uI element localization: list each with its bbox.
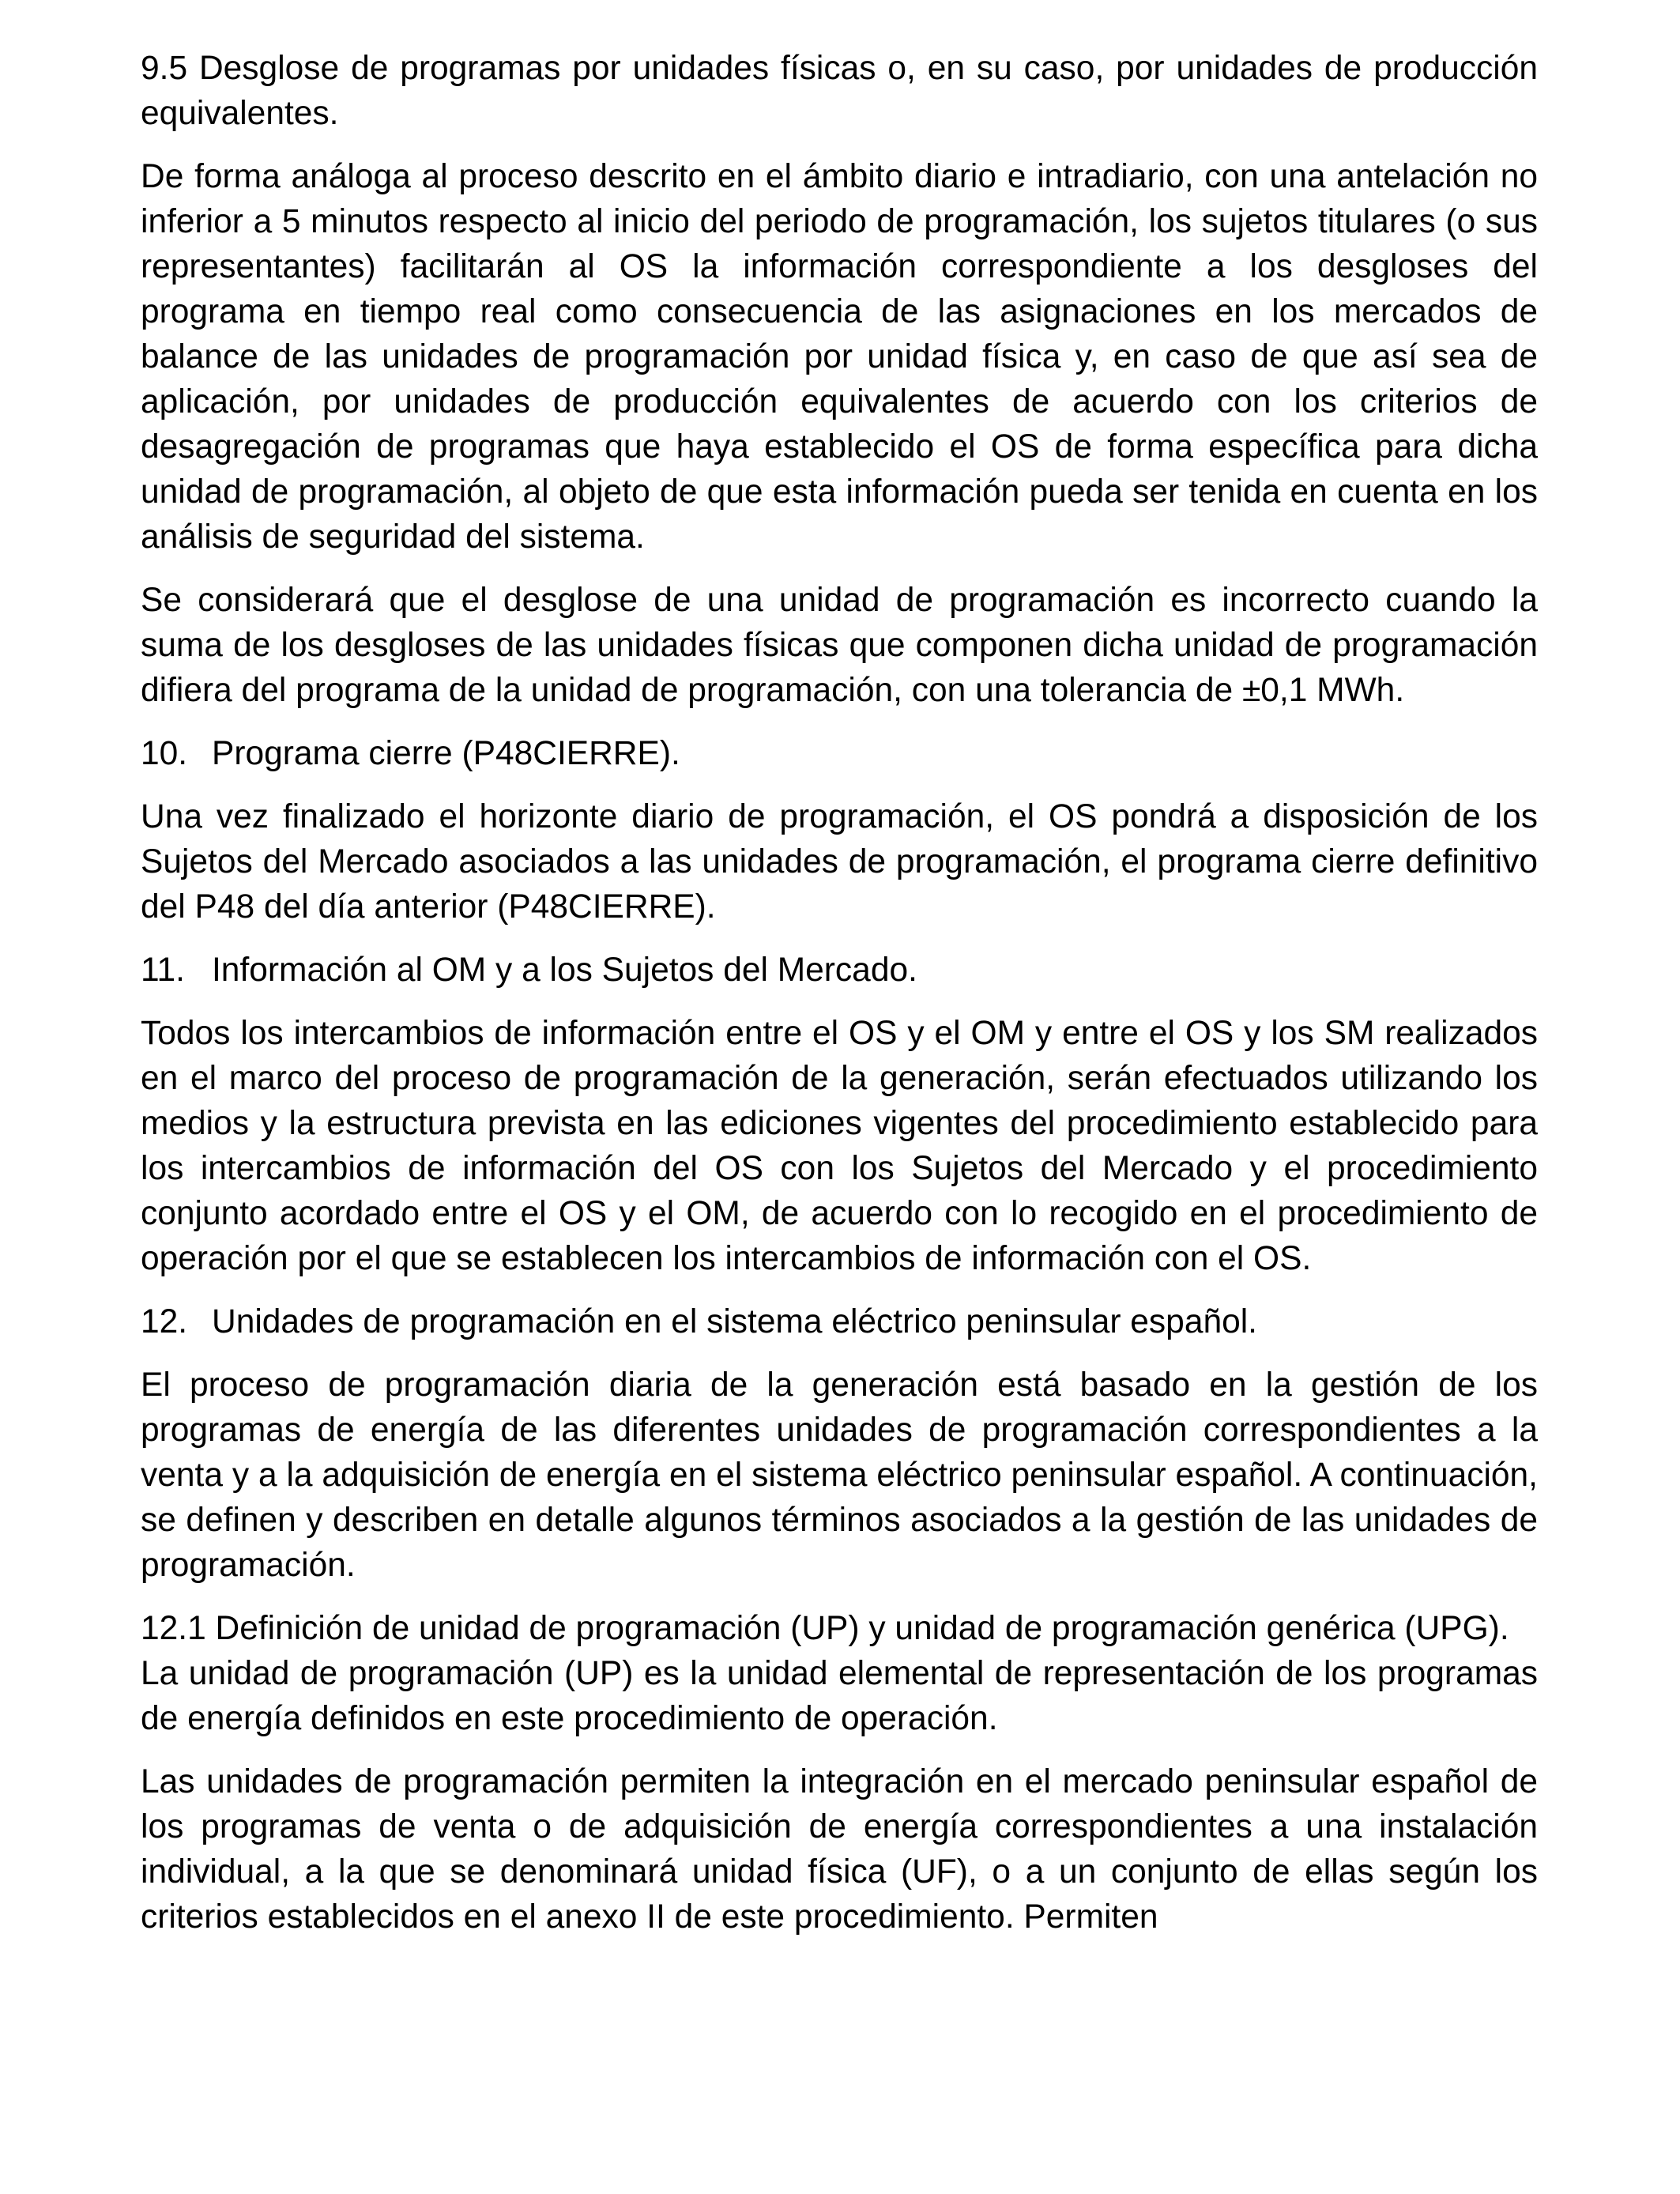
section-9-5-paragraph-2: Se considerará que el desglose de una unidad de programación es incorrecto cuando la suma de los desgloses de las unidades físicas que componen dicha unidad de programación difiera del programa de la unidad de programación, con una tolerancia de ±0,1 MWh. <box>141 582 1538 709</box>
section-10-title: Programa cierre (P48CIERRE). <box>212 735 680 772</box>
section-12-number: 12. <box>141 1303 188 1340</box>
section-12-title: Unidades de programación en el sistema eléctrico peninsular español. <box>212 1303 1257 1340</box>
section-12-1-heading: 12.1 Definición de unidad de programación (UP) y unidad de programación genérica (UPG). <box>141 1610 1509 1647</box>
section-12-heading <box>141 1299 1538 1344</box>
section-10-heading <box>141 731 1538 776</box>
section-12-paragraph-1: El proceso de programación diaria de la generación está basado en la gestión de los programas de energía de las diferentes unidades de programación correspondientes a la venta y a la adquisición de energía en el sistema eléctrico peninsular español. A continuación, se definen y describen en detalle algunos términos asociados a la gestión de las unidades de programación. <box>141 1367 1538 1584</box>
section-11-heading <box>141 948 1538 993</box>
section-11-paragraph-1: Todos los intercambios de información entre el OS y el OM y entre el OS y los SM realizados en el marco del proceso de programación de la generación, serán efectuados utilizando los medios y la estructura prevista en las ediciones vigentes del procedimiento establecido para los intercambios de información del OS con los Sujetos del Mercado y el procedimiento conjunto acordado entre el OS y el OM, de acuerdo con lo recogido en el procedimiento de operación por el que se establecen los intercambios de información con el OS. <box>141 1015 1538 1277</box>
section-12-1-paragraph-1: La unidad de programación (UP) es la unidad elemental de representación de los programas de energía definidos en este procedimiento de operación. <box>141 1655 1538 1737</box>
section-10-number: 10. <box>141 735 188 772</box>
section-10-paragraph-1: Una vez finalizado el horizonte diario de programación, el OS pondrá a disposición de los Sujetos del Mercado asociados a las unidades de programación, el programa cierre definitivo del P48 del día anterior (P48CIERRE). <box>141 798 1538 925</box>
section-9-5-paragraph-1: De forma análoga al proceso descrito en el ámbito diario e intradiario, con una antelación no inferior a 5 minutos respecto al inicio del periodo de programación, los sujetos titulares (o sus representantes) facilitarán al OS la información correspondiente a los desgloses del programa en tiempo real como consecuencia de las asignaciones en los mercados de balance de las unidades de programación por unidad física y, en caso de que así sea de aplicación, por unidades de producción equivalentes de acuerdo con los criterios de desagregación de programas que haya establecido el OS de forma específica para dicha unidad de programación, al objeto de que esta información pueda ser tenida en cuenta en los análisis de seguridad del sistema. <box>141 158 1538 556</box>
document-page <box>141 46 1538 1958</box>
section-12-1-paragraph-2: Las unidades de programación permiten la integración en el mercado peninsular español de los programas de venta o de adquisición de energía correspondientes a una instalación individual, a la que se denominará unidad física (UF), o a un conjunto de ellas según los criterios establecidos en el anexo II de este procedimiento. Permiten <box>141 1763 1538 1936</box>
section-9-5-heading: 9.5 Desglose de programas por unidades físicas o, en su caso, por unidades de producción equivalentes. <box>141 50 1538 132</box>
section-11-title: Información al OM y a los Sujetos del Mercado. <box>212 952 917 989</box>
section-11-number: 11. <box>141 952 185 989</box>
